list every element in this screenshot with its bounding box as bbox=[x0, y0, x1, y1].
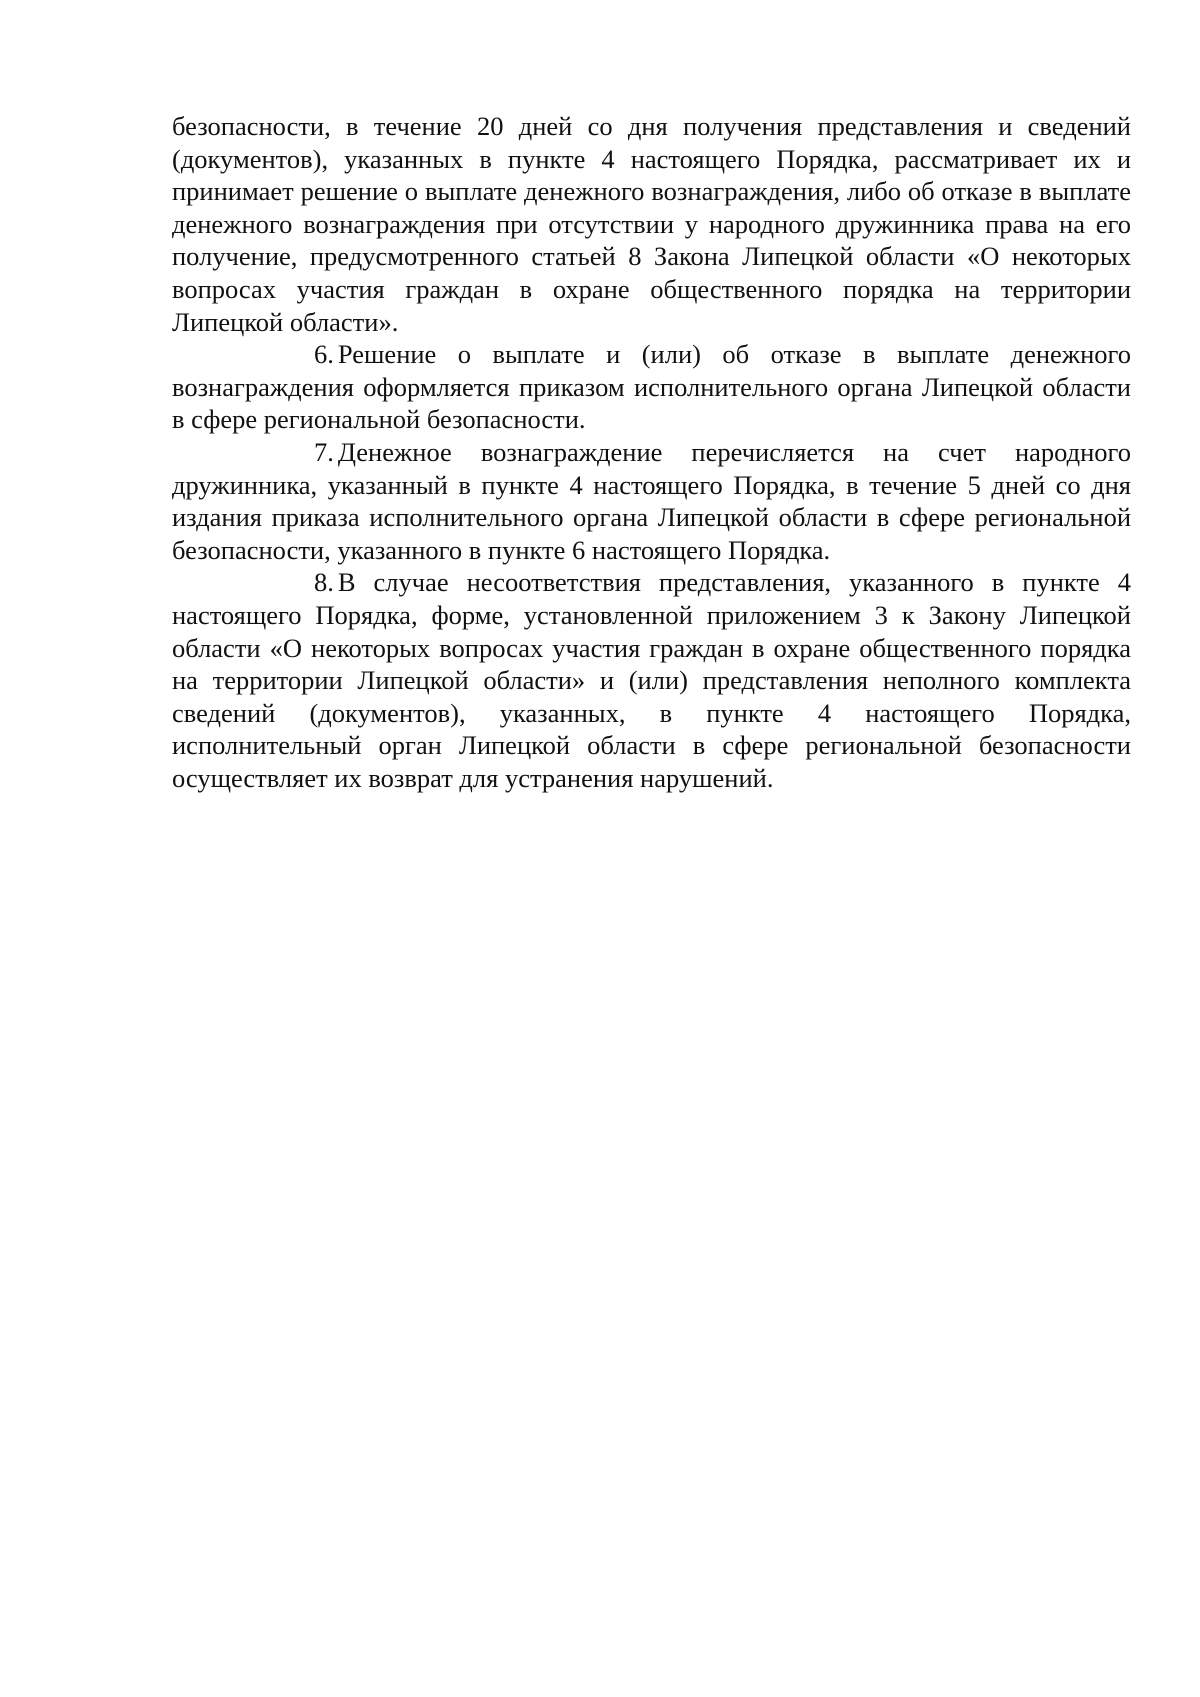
item-text: Решение о выплате и (или) об отказе в выплате денежного вознаграждения оформляется приказом исполнительного органа Липецкой области в сфере региональной безопасности. bbox=[172, 339, 1131, 435]
continuation-paragraph: безопасности, в течение 20 дней со дня получения представления и сведений (документов), указанных в пункте 4 настоящего Порядка, рассматривает их и принимает решение о выплате денежного вознаграждения, либо об отказе в выплате денежного вознаграждения при отсутствии у народного дружинника права на его получение, предусмотренного статьей 8 Закона Липецкой области «О некоторых вопросах участия граждан в охране общественного порядка на территории Липецкой области». bbox=[172, 111, 1131, 337]
item-number: 8. bbox=[314, 567, 334, 598]
list-item-7 bbox=[172, 436, 1131, 566]
item-number: 6. bbox=[314, 339, 334, 370]
document-body bbox=[172, 110, 1131, 794]
item-text: В случае несоответствия представления, указанного в пункте 4 настоящего Порядка, форме, установленной приложением 3 к Закону Липецкой области «О некоторых вопросах участия граждан в охране общественного порядка на территории Липецкой области» и (или) представления неполного комплекта сведений (документов), указанных, в пункте 4 настоящего Порядка, исполнительный орган Липецкой области в сфере региональной безопасности осуществляет их возврат для устранения нарушений. bbox=[172, 567, 1131, 793]
list-item-8 bbox=[172, 566, 1131, 794]
item-number: 7. bbox=[314, 436, 334, 467]
list-item-6 bbox=[172, 338, 1131, 436]
item-text: Денежное вознаграждение перечисляется на счет народного дружинника, указанный в пункте 4 настоящего Порядка, в течение 5 дней со дня издания приказа исполнительного органа Липецкой области в сфере региональной безопасности, указанного в пункте 6 настоящего Порядка. bbox=[172, 436, 1131, 565]
